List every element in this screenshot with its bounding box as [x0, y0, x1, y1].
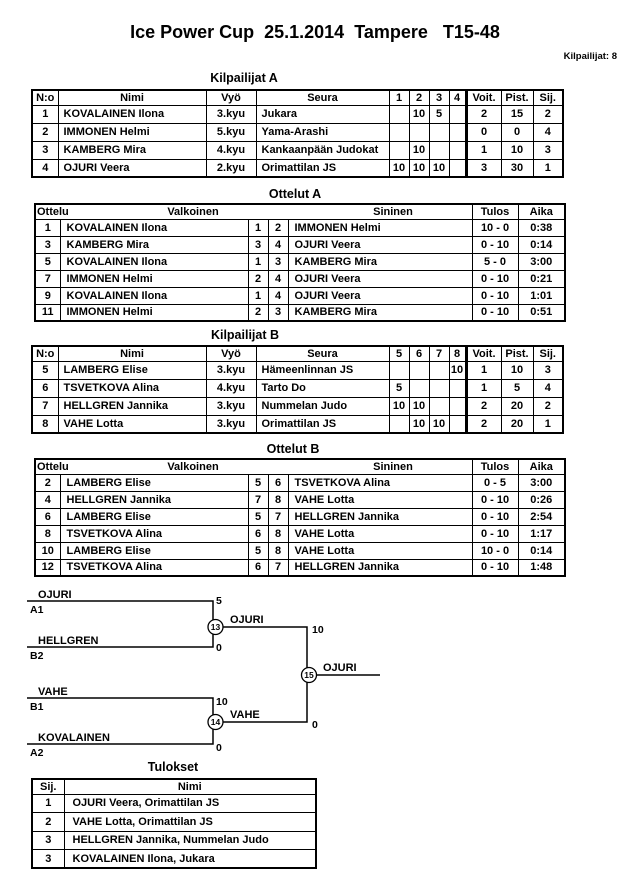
- competitor-row: [32, 415, 563, 433]
- blue-competitor: VAHE Lotta: [288, 542, 472, 559]
- competitor-name: OJURI Veera: [58, 159, 206, 177]
- points-count: 20: [501, 415, 533, 433]
- match-number: 5: [35, 253, 60, 270]
- white-number: 6: [248, 525, 268, 542]
- score-vs-2: 10: [409, 105, 429, 123]
- placement: 4: [533, 123, 563, 141]
- match-time: 0:51: [518, 304, 565, 321]
- bracket-sf2-bottom-tag: A2: [30, 747, 44, 759]
- club-name: Hämeenlinnan JS: [256, 361, 389, 379]
- blue-number: 8: [268, 491, 288, 508]
- bracket-sf2-match-number: 14: [210, 717, 221, 727]
- belt-grade: 3.kyu: [206, 361, 256, 379]
- white-number: 7: [248, 491, 268, 508]
- blue-competitor: OJURI Veera: [288, 287, 472, 304]
- wins-count: 1: [466, 141, 501, 159]
- wins-count: 0: [466, 123, 501, 141]
- blue-competitor: VAHE Lotta: [288, 525, 472, 542]
- matches-header-span: [35, 204, 472, 219]
- col-header-club: Seura: [256, 346, 389, 361]
- club-name: Orimattilan JS: [256, 415, 389, 433]
- bracket-line-sf2-top: [27, 698, 213, 715]
- col-header-place: Sij.: [533, 90, 563, 105]
- match-result: 5 - 0: [472, 253, 518, 270]
- col-header-name: Nimi: [64, 779, 316, 794]
- blue-number: 7: [268, 508, 288, 525]
- white-competitor: IMMONEN Helmi: [60, 304, 248, 321]
- match-number: 1: [35, 219, 60, 236]
- section-heading-pool-b: Kilpailijat B: [210, 328, 280, 342]
- placement: 2: [533, 397, 563, 415]
- competitor-number: 6: [32, 379, 58, 397]
- blue-number: 4: [268, 270, 288, 287]
- white-competitor: LAMBERG Elise: [60, 542, 248, 559]
- placement: 3: [32, 831, 64, 850]
- competitor-row: [32, 397, 563, 415]
- bracket-line-sf1-top: [27, 601, 213, 620]
- match-row: [35, 508, 565, 525]
- match-result: 0 - 10: [472, 525, 518, 542]
- belt-grade: 4.kyu: [206, 141, 256, 159]
- pool-header-row: [32, 90, 563, 105]
- matches-header-span: [35, 459, 472, 474]
- club-name: Jukara: [256, 105, 389, 123]
- match-row: [35, 270, 565, 287]
- blue-number: 8: [268, 525, 288, 542]
- bracket-sf1-top-score: 5: [216, 595, 222, 607]
- club-name: Kankaanpään Judokat: [256, 141, 389, 159]
- bracket-final-match-number: 15: [304, 670, 314, 680]
- club-name: Yama-Arashi: [256, 123, 389, 141]
- col-header-opp2: 2: [409, 90, 429, 105]
- page-title: Ice Power Cup 25.1.2014 Tampere T15-48: [130, 22, 500, 42]
- bracket-final-winner-name: OJURI: [323, 662, 357, 674]
- col-header-wins: Voit.: [466, 90, 501, 105]
- match-time: 2:54: [518, 508, 565, 525]
- match-time: 0:14: [518, 542, 565, 559]
- competitor-row: [32, 141, 563, 159]
- match-result: 0 - 10: [472, 491, 518, 508]
- bracket-sf2-bottom-score: 0: [216, 742, 222, 754]
- match-result: 0 - 10: [472, 270, 518, 287]
- competitor-name-club: VAHE Lotta, Orimattilan JS: [64, 813, 316, 832]
- result-row: [32, 794, 316, 813]
- score-vs-4: [449, 141, 466, 159]
- section-heading-matches-a: Ottelut A: [268, 187, 322, 201]
- score-vs-6: [409, 361, 429, 379]
- col-header-result: Tulos: [472, 459, 518, 474]
- match-row: [35, 253, 565, 270]
- competitor-name-club: KOVALAINEN Ilona, Jukara: [64, 850, 316, 869]
- match-time: 3:00: [518, 474, 565, 491]
- white-number: 1: [248, 287, 268, 304]
- white-number: 5: [248, 508, 268, 525]
- competitor-name-club: HELLGREN Jannika, Nummelan Judo: [64, 831, 316, 850]
- col-header-points: Pist.: [501, 90, 533, 105]
- score-vs-3: [429, 141, 449, 159]
- score-vs-7: [429, 361, 449, 379]
- placement: 4: [533, 379, 563, 397]
- competitor-row: [32, 105, 563, 123]
- competitor-name-club: OJURI Veera, Orimattilan JS: [64, 794, 316, 813]
- score-vs-4: [449, 159, 466, 177]
- score-vs-7: 10: [429, 415, 449, 433]
- white-number: 2: [248, 304, 268, 321]
- competitor-name: LAMBERG Elise: [58, 361, 206, 379]
- score-vs-5: 10: [389, 397, 409, 415]
- competitor-row: [32, 361, 563, 379]
- white-number: 5: [248, 542, 268, 559]
- match-number: 11: [35, 304, 60, 321]
- score-vs-8: [449, 379, 466, 397]
- bracket-sf2-top-score: 10: [216, 696, 228, 708]
- blue-number: 3: [268, 253, 288, 270]
- matches-a-table: [34, 203, 566, 322]
- blue-number: 6: [268, 474, 288, 491]
- score-vs-6: 10: [409, 397, 429, 415]
- match-row: [35, 304, 565, 321]
- col-header-opp4: 4: [449, 90, 466, 105]
- white-competitor: TSVETKOVA Alina: [60, 525, 248, 542]
- match-row: [35, 542, 565, 559]
- placement: 3: [533, 141, 563, 159]
- col-header-name: Nimi: [58, 90, 206, 105]
- col-header-no: N:o: [32, 90, 58, 105]
- competitor-number: 8: [32, 415, 58, 433]
- blue-competitor: IMMONEN Helmi: [288, 219, 472, 236]
- col-header-club: Seura: [256, 90, 389, 105]
- section-heading-pool-a: Kilpailijat A: [210, 71, 278, 85]
- score-vs-4: [449, 105, 466, 123]
- score-vs-5: 5: [389, 379, 409, 397]
- col-header-no: N:o: [32, 346, 58, 361]
- bracket-sf2-bottom-name: KOVALAINEN: [38, 732, 110, 744]
- white-number: 1: [248, 219, 268, 236]
- points-count: 5: [501, 379, 533, 397]
- match-row: [35, 236, 565, 253]
- match-number: 3: [35, 236, 60, 253]
- blue-number: 8: [268, 542, 288, 559]
- col-header-white: Valkoinen: [167, 206, 219, 218]
- pool-header-row: [32, 346, 563, 361]
- competitors-count: Kilpailijat: 8: [563, 51, 617, 62]
- placement: 1: [533, 159, 563, 177]
- bracket-sf2-top-name: VAHE: [38, 686, 68, 698]
- col-header-opp6: 6: [409, 346, 429, 361]
- blue-competitor: KAMBERG Mira: [288, 304, 472, 321]
- col-header-belt: Vyö: [206, 346, 256, 361]
- match-time: 1:01: [518, 287, 565, 304]
- white-competitor: LAMBERG Elise: [60, 508, 248, 525]
- white-competitor: TSVETKOVA Alina: [60, 559, 248, 576]
- competitor-name: KAMBERG Mira: [58, 141, 206, 159]
- col-header-match: Ottelu: [37, 461, 69, 473]
- wins-count: 1: [466, 361, 501, 379]
- placement: 2: [32, 813, 64, 832]
- competitor-row: [32, 123, 563, 141]
- blue-competitor: OJURI Veera: [288, 270, 472, 287]
- section-heading-matches-b: Ottelut B: [266, 442, 320, 456]
- white-competitor: HELLGREN Jannika: [60, 491, 248, 508]
- section-heading-results: Tulokset: [147, 760, 199, 774]
- pool-a-table: [31, 89, 564, 178]
- col-header-time: Aika: [518, 459, 565, 474]
- blue-competitor: VAHE Lotta: [288, 491, 472, 508]
- blue-competitor: HELLGREN Jannika: [288, 559, 472, 576]
- belt-grade: 4.kyu: [206, 379, 256, 397]
- match-number: 10: [35, 542, 60, 559]
- placement: 1: [32, 794, 64, 813]
- belt-grade: 2.kyu: [206, 159, 256, 177]
- match-time: 0:14: [518, 236, 565, 253]
- points-count: 15: [501, 105, 533, 123]
- belt-grade: 3.kyu: [206, 397, 256, 415]
- bracket-sf1-bottom-score: 0: [216, 642, 222, 654]
- belt-grade: 3.kyu: [206, 415, 256, 433]
- competitor-name: IMMONEN Helmi: [58, 123, 206, 141]
- score-vs-1: [389, 105, 409, 123]
- score-vs-3: 5: [429, 105, 449, 123]
- bracket-sf1-bottom-name: HELLGREN: [38, 635, 99, 647]
- col-header-belt: Vyö: [206, 90, 256, 105]
- belt-grade: 5.kyu: [206, 123, 256, 141]
- match-time: 1:48: [518, 559, 565, 576]
- blue-competitor: KAMBERG Mira: [288, 253, 472, 270]
- col-header-opp1: 1: [389, 90, 409, 105]
- blue-number: 3: [268, 304, 288, 321]
- matches-header-row: [35, 459, 565, 474]
- wins-count: 1: [466, 379, 501, 397]
- blue-number: 2: [268, 219, 288, 236]
- white-competitor: KOVALAINEN Ilona: [60, 219, 248, 236]
- bracket-sf1-top-name: OJURI: [38, 589, 72, 601]
- match-time: 0:21: [518, 270, 565, 287]
- score-vs-8: 10: [449, 361, 466, 379]
- score-vs-1: [389, 141, 409, 159]
- score-vs-3: 10: [429, 159, 449, 177]
- match-result: 10 - 0: [472, 219, 518, 236]
- wins-count: 2: [466, 415, 501, 433]
- bracket-sf1-bottom-tag: B2: [30, 650, 44, 662]
- bracket-line-sf1-winner: [223, 627, 307, 668]
- matches-header-row: [35, 204, 565, 219]
- bracket-sf2-top-tag: B1: [30, 701, 44, 713]
- col-header-time: Aika: [518, 204, 565, 219]
- score-vs-2: [409, 123, 429, 141]
- competitor-number: 2: [32, 123, 58, 141]
- match-result: 0 - 10: [472, 304, 518, 321]
- club-name: Orimattilan JS: [256, 159, 389, 177]
- results-table: [31, 778, 317, 869]
- match-row: [35, 559, 565, 576]
- wins-count: 2: [466, 105, 501, 123]
- result-row: [32, 813, 316, 832]
- score-vs-1: 10: [389, 159, 409, 177]
- score-vs-5: [389, 361, 409, 379]
- bracket-sf2-winner-score: 0: [312, 719, 318, 731]
- points-count: 0: [501, 123, 533, 141]
- wins-count: 2: [466, 397, 501, 415]
- col-header-white: Valkoinen: [167, 461, 219, 473]
- competitor-number: 5: [32, 361, 58, 379]
- competitor-number: 4: [32, 159, 58, 177]
- match-number: 9: [35, 287, 60, 304]
- match-number: 2: [35, 474, 60, 491]
- score-vs-6: [409, 379, 429, 397]
- score-vs-3: [429, 123, 449, 141]
- match-result: 0 - 10: [472, 508, 518, 525]
- blue-competitor: HELLGREN Jannika: [288, 508, 472, 525]
- result-row: [32, 831, 316, 850]
- score-vs-6: 10: [409, 415, 429, 433]
- bracket-sf1-top-tag: A1: [30, 604, 44, 616]
- white-competitor: LAMBERG Elise: [60, 474, 248, 491]
- placement: 3: [533, 361, 563, 379]
- results-header-row: [32, 779, 316, 794]
- match-number: 4: [35, 491, 60, 508]
- match-time: 3:00: [518, 253, 565, 270]
- result-row: [32, 850, 316, 869]
- score-vs-1: [389, 123, 409, 141]
- blue-number: 4: [268, 236, 288, 253]
- col-header-opp7: 7: [429, 346, 449, 361]
- placement: 2: [533, 105, 563, 123]
- competitor-number: 1: [32, 105, 58, 123]
- blue-number: 4: [268, 287, 288, 304]
- col-header-wins: Voit.: [466, 346, 501, 361]
- col-header-blue: Sininen: [373, 461, 413, 473]
- match-result: 0 - 5: [472, 474, 518, 491]
- score-vs-2: 10: [409, 159, 429, 177]
- match-time: 0:26: [518, 491, 565, 508]
- white-competitor: KOVALAINEN Ilona: [60, 287, 248, 304]
- match-result: 10 - 0: [472, 542, 518, 559]
- wins-count: 3: [466, 159, 501, 177]
- placement: 3: [32, 850, 64, 869]
- pool-b-table: [31, 345, 564, 434]
- match-number: 12: [35, 559, 60, 576]
- match-row: [35, 491, 565, 508]
- competitor-name: VAHE Lotta: [58, 415, 206, 433]
- match-time: 1:17: [518, 525, 565, 542]
- points-count: 10: [501, 361, 533, 379]
- white-number: 3: [248, 236, 268, 253]
- score-vs-2: 10: [409, 141, 429, 159]
- score-vs-7: [429, 397, 449, 415]
- white-number: 5: [248, 474, 268, 491]
- match-number: 8: [35, 525, 60, 542]
- white-competitor: IMMONEN Helmi: [60, 270, 248, 287]
- points-count: 30: [501, 159, 533, 177]
- col-header-opp8: 8: [449, 346, 466, 361]
- col-header-name: Nimi: [58, 346, 206, 361]
- club-name: Nummelan Judo: [256, 397, 389, 415]
- competitor-name: TSVETKOVA Alina: [58, 379, 206, 397]
- match-number: 6: [35, 508, 60, 525]
- white-number: 1: [248, 253, 268, 270]
- col-header-place: Sij.: [533, 346, 563, 361]
- blue-number: 7: [268, 559, 288, 576]
- bracket-sf1-winner-name: OJURI: [230, 614, 264, 626]
- competitor-row: [32, 159, 563, 177]
- elimination-bracket: [0, 580, 630, 765]
- col-header-match: Ottelu: [37, 206, 69, 218]
- match-time: 0:38: [518, 219, 565, 236]
- score-vs-4: [449, 123, 466, 141]
- match-row: [35, 474, 565, 491]
- bracket-sf1-winner-score: 10: [312, 624, 324, 636]
- competitor-name: KOVALAINEN Ilona: [58, 105, 206, 123]
- white-competitor: KOVALAINEN Ilona: [60, 253, 248, 270]
- competitor-name: HELLGREN Jannika: [58, 397, 206, 415]
- col-header-result: Tulos: [472, 204, 518, 219]
- match-number: 7: [35, 270, 60, 287]
- placement: 1: [533, 415, 563, 433]
- score-vs-7: [429, 379, 449, 397]
- club-name: Tarto Do: [256, 379, 389, 397]
- col-header-place: Sij.: [32, 779, 64, 794]
- col-header-opp5: 5: [389, 346, 409, 361]
- bracket-sf1-match-number: 13: [210, 622, 221, 632]
- score-vs-8: [449, 397, 466, 415]
- score-vs-8: [449, 415, 466, 433]
- matches-b-table: [34, 458, 566, 577]
- white-competitor: KAMBERG Mira: [60, 236, 248, 253]
- match-result: 0 - 10: [472, 236, 518, 253]
- competitor-number: 3: [32, 141, 58, 159]
- match-result: 0 - 10: [472, 287, 518, 304]
- bracket-sf2-winner-name: VAHE: [230, 709, 260, 721]
- match-row: [35, 525, 565, 542]
- col-header-points: Pist.: [501, 346, 533, 361]
- points-count: 10: [501, 141, 533, 159]
- competitor-row: [32, 379, 563, 397]
- blue-competitor: TSVETKOVA Alina: [288, 474, 472, 491]
- match-result: 0 - 10: [472, 559, 518, 576]
- match-row: [35, 219, 565, 236]
- blue-competitor: OJURI Veera: [288, 236, 472, 253]
- white-number: 6: [248, 559, 268, 576]
- points-count: 20: [501, 397, 533, 415]
- match-row: [35, 287, 565, 304]
- col-header-opp3: 3: [429, 90, 449, 105]
- belt-grade: 3.kyu: [206, 105, 256, 123]
- white-number: 2: [248, 270, 268, 287]
- col-header-blue: Sininen: [373, 206, 413, 218]
- score-vs-5: [389, 415, 409, 433]
- competitor-number: 7: [32, 397, 58, 415]
